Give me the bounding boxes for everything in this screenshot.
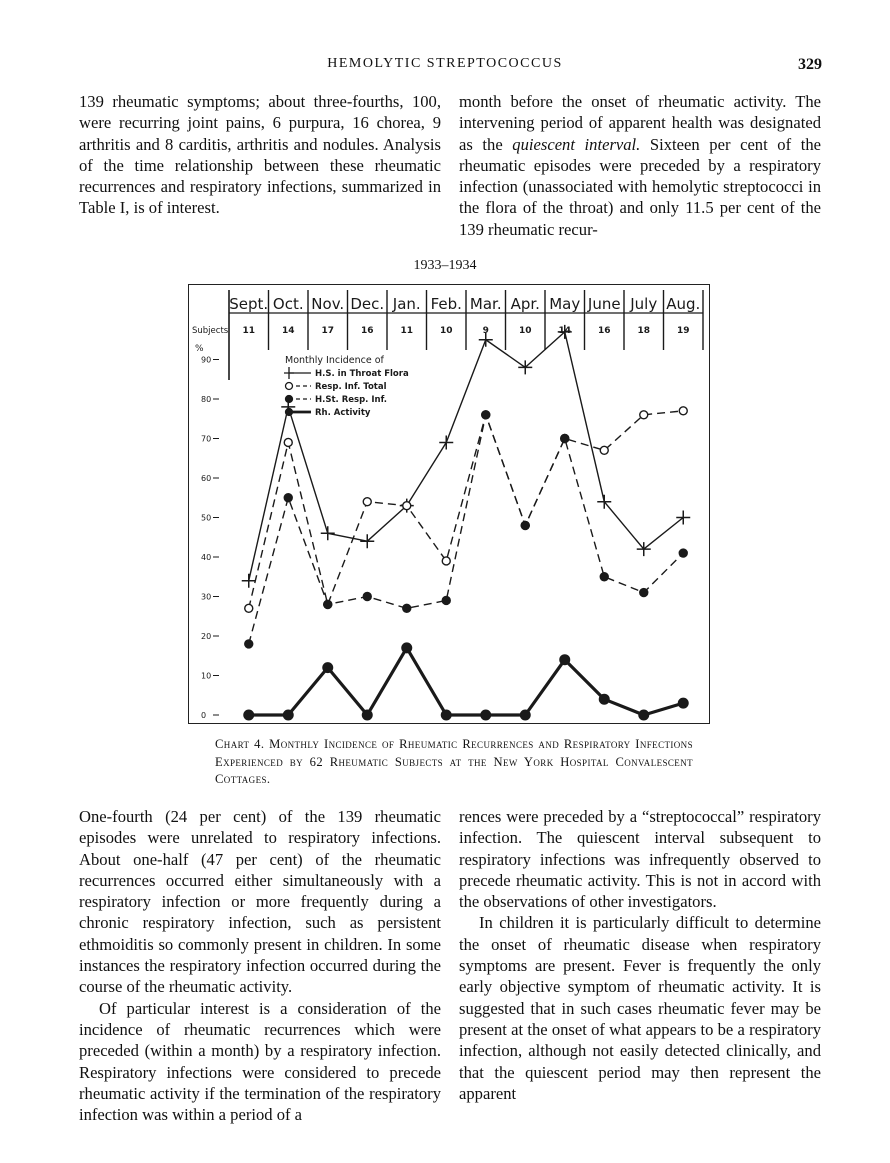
series-line xyxy=(249,415,684,644)
data-point xyxy=(679,407,687,415)
subjects-count: 10 xyxy=(439,326,453,336)
legend-label: H.St. Resp. Inf. xyxy=(315,395,388,405)
subjects-count: 14 xyxy=(558,326,572,336)
paragraph: rences were preceded by a “streptococcal” respiratory infection. The quiescent interval subsequent to respiratory infections was infrequently observed to precede rheumatic activity. This is not in accord with the observations of other investigators. xyxy=(459,807,821,912)
data-point xyxy=(441,710,451,720)
text-column-top-right xyxy=(459,91,821,240)
paragraph xyxy=(459,91,821,240)
text-column-top-left xyxy=(79,91,441,219)
month-label: Oct. xyxy=(272,295,304,313)
figure-caption: Chart 4. Monthly Incidence of Rheumatic Recurrences and Respiratory Infections Experienced by 62 Rheumatic Subjects at the New York Hospital Convalescent Cottages. xyxy=(215,737,693,786)
data-point xyxy=(323,663,333,673)
y-tick-label: 10 xyxy=(201,671,212,681)
legend-label: Rh. Activity xyxy=(315,408,371,418)
legend-title: Monthly Incidence of xyxy=(285,355,384,366)
text-run: month before the onset of rheumatic activity. The intervening period of apparent health was designated as the xyxy=(459,92,821,154)
data-point xyxy=(324,600,332,608)
data-point xyxy=(481,710,491,720)
data-point xyxy=(244,710,254,720)
subjects-count: 14 xyxy=(281,326,295,336)
month-label: May xyxy=(549,295,581,313)
subjects-count: 11 xyxy=(400,326,414,336)
data-point xyxy=(403,502,411,510)
data-point xyxy=(284,494,292,502)
data-point xyxy=(283,710,293,720)
series-line xyxy=(249,332,684,581)
month-label: June xyxy=(587,295,621,313)
subjects-count: 9 xyxy=(482,326,489,336)
data-point xyxy=(482,411,490,419)
month-label: Jan. xyxy=(392,295,421,313)
y-tick-label: 60 xyxy=(201,474,212,483)
y-tick-label: 70 xyxy=(201,434,212,444)
subjects-count: 11 xyxy=(242,326,256,336)
data-point xyxy=(363,498,371,506)
data-point xyxy=(678,698,688,708)
paragraph: One-fourth (24 per cent) of the 139 rheumatic episodes were unrelated to respiratory infections. About one-half (47 per cent) of the rheumatic recurrences occurred either simultaneously with a respiratory infection or more frequently during a chronic respiratory infection, such as persistent ethmoiditis so commonly present in children. In some instances the respiratory infection occurred during the course of the rheumatic activity. xyxy=(79,807,441,997)
y-tick-label: 0 xyxy=(201,711,207,720)
data-point xyxy=(402,643,412,653)
data-point xyxy=(561,434,569,442)
data-point xyxy=(679,549,687,557)
text-column-bottom-left xyxy=(79,806,441,1125)
chart-svg xyxy=(189,285,711,725)
subjects-count: 17 xyxy=(321,326,335,336)
running-head xyxy=(0,56,890,78)
text-run: Sixteen per cent of the rheumatic episodes were preceded by a respiratory infection (unassociated with hemolytic streptococci in the flora of the throat) and only 11.5 per cent of the 139 rheumatic recur- xyxy=(459,134,821,239)
month-label: July xyxy=(630,295,658,313)
subjects-count: 16 xyxy=(597,326,611,336)
data-point xyxy=(363,592,371,600)
legend-marker xyxy=(286,383,293,390)
legend-label: Resp. Inf. Total xyxy=(315,382,387,392)
chart-year-label: 1933–1934 xyxy=(413,258,477,273)
emphasis-quiescent-interval: quiescent interval. xyxy=(512,134,641,154)
paragraph: Of particular interest is a consideration of the incidence of rheumatic recurrences which were preceded (within a month) by a respiratory infection. Respiratory infections were considered to precede rheumatic activity if the termination of the respiratory infection was within a period of a xyxy=(79,998,441,1125)
y-tick-label: 20 xyxy=(201,632,212,641)
y-tick-label: 40 xyxy=(201,553,212,562)
y-tick-label: 30 xyxy=(201,592,212,602)
month-label: Apr. xyxy=(510,295,540,313)
month-label: Feb. xyxy=(430,295,462,313)
y-axis-label: % xyxy=(195,344,204,354)
data-point xyxy=(479,333,493,347)
month-label: Aug. xyxy=(666,295,701,313)
data-point xyxy=(676,511,690,525)
data-point xyxy=(439,435,453,449)
month-label: Nov. xyxy=(311,295,345,313)
subjects-label: Subjects xyxy=(192,326,229,336)
data-point xyxy=(442,596,450,604)
data-point xyxy=(245,640,253,648)
data-point xyxy=(640,588,648,596)
data-point xyxy=(600,446,608,454)
text-column-bottom-right xyxy=(459,806,821,1104)
subjects-count: 16 xyxy=(360,326,374,336)
paragraph: In children it is particularly difficult to determine the onset of rheumatic disease when respiratory symptoms are present. Fever is frequently the only early objective symptom of rheumatic activity. It is suggested that in such cases rheumatic fever may be present at the onset of what appears to be a respiratory infection, although not easily detected clinically, and that the quiescent period may then represent the apparent xyxy=(459,913,821,1103)
y-tick-label: 50 xyxy=(201,513,212,523)
data-point xyxy=(242,574,256,588)
data-point xyxy=(560,655,570,665)
subjects-count: 10 xyxy=(518,326,532,336)
data-point xyxy=(245,604,253,612)
paragraph: 139 rheumatic symptoms; about three-fourths, 100, were recurring joint pains, 6 purpura, 16 chorea, 9 arthritis and 8 carditis, arthritis and nodules. Analysis of the time relationship between these rheumatic recurrences and respiratory infections, summarized in Table I, is of interest. xyxy=(79,92,441,218)
data-point xyxy=(600,573,608,581)
data-point xyxy=(362,710,372,720)
chart-frame xyxy=(188,284,710,724)
data-point xyxy=(403,604,411,612)
data-point xyxy=(640,411,648,419)
data-point xyxy=(599,694,609,704)
legend-label: H.S. in Throat Flora xyxy=(315,369,409,379)
data-point xyxy=(284,438,292,446)
data-point xyxy=(639,710,649,720)
series-line xyxy=(249,411,684,608)
page-number: 329 xyxy=(798,56,822,73)
running-title: HEMOLYTIC STREPTOCOCCUS xyxy=(327,56,563,71)
series-line xyxy=(249,648,684,715)
subjects-count: 18 xyxy=(637,326,651,336)
legend-marker xyxy=(284,367,294,379)
month-label: Mar. xyxy=(469,295,502,313)
subjects-count: 19 xyxy=(676,326,690,336)
y-tick-label: 90 xyxy=(201,355,212,365)
data-point xyxy=(521,521,529,529)
data-point xyxy=(442,557,450,565)
data-point xyxy=(321,526,335,540)
data-point xyxy=(520,710,530,720)
month-label: Sept. xyxy=(229,295,269,313)
month-label: Dec. xyxy=(350,295,385,313)
y-tick-label: 80 xyxy=(201,395,212,404)
